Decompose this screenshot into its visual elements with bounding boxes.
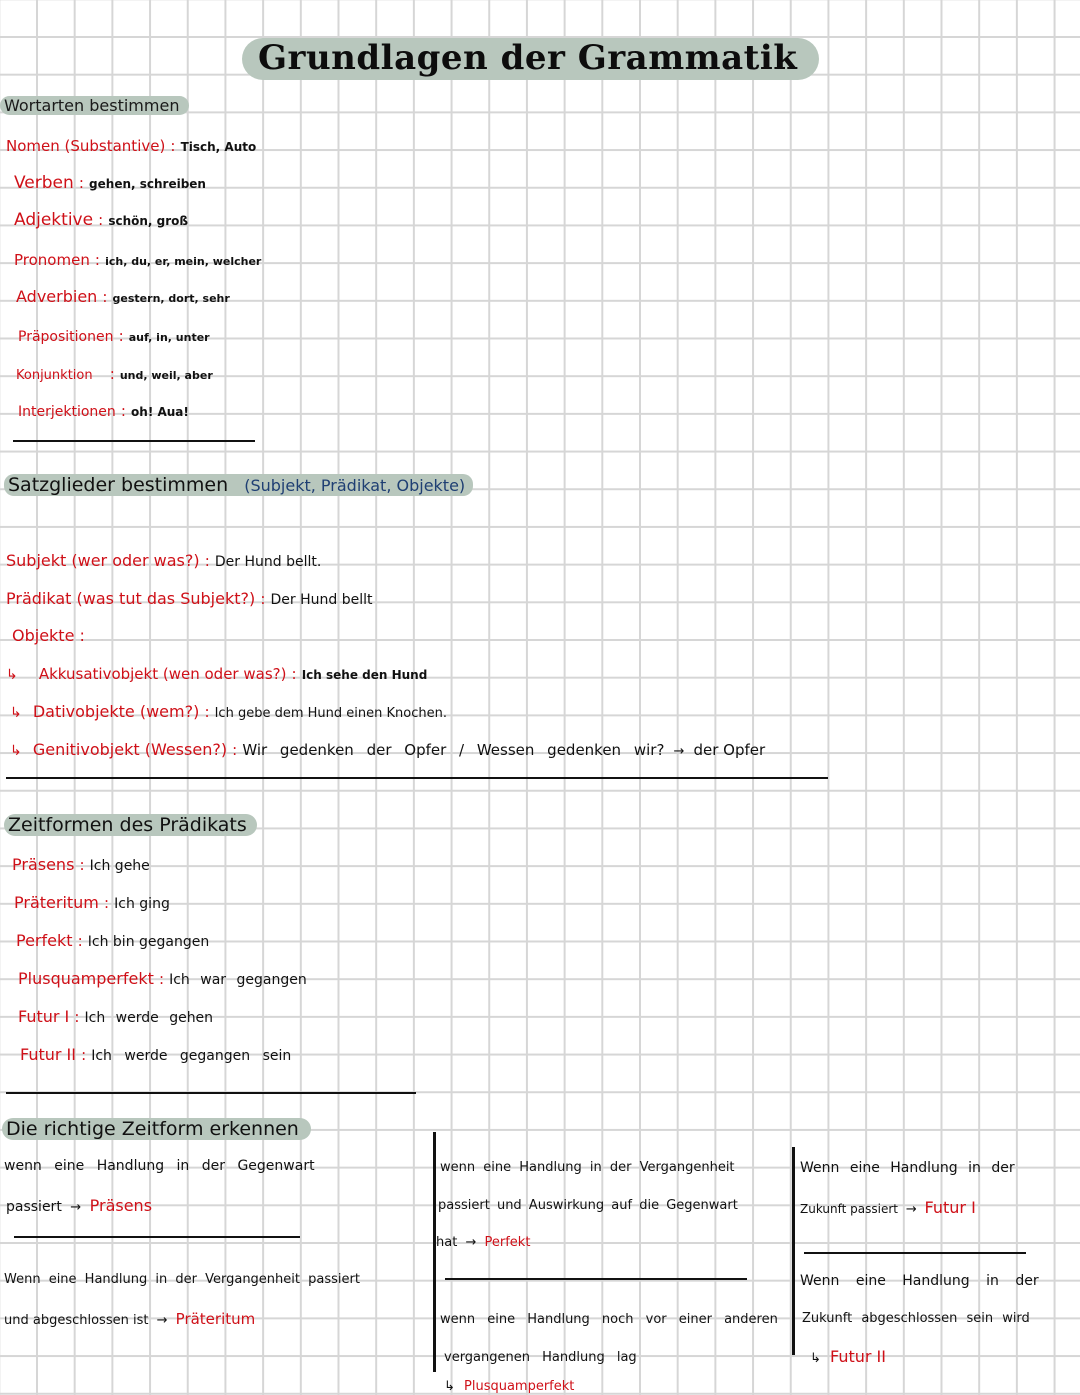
wortart-examples: ich, du, er, mein, welcher	[105, 255, 262, 268]
hook-arrow-icon: ↳	[6, 667, 18, 683]
tense-result: Plusquamperfekt	[464, 1379, 575, 1394]
rule-text: wenn eine Handlung in der Vergangenheit	[440, 1160, 735, 1175]
arrow-right-icon: →	[673, 744, 685, 759]
wortart-item: Verben : gehen, schreiben	[14, 173, 206, 193]
wortart-item: Präpositionen : auf, in, unter	[18, 327, 210, 345]
divider	[6, 777, 828, 779]
wortart-label: Präpositionen	[18, 329, 114, 345]
tense-result: Futur II	[830, 1347, 886, 1366]
satzglied-praedikat: Prädikat (was tut das Subjekt?) : Der Hund bellt	[6, 589, 373, 608]
hook-arrow-icon: ↳	[10, 705, 22, 721]
zeitform-item: Futur II : Ich werde gegangen sein	[20, 1045, 292, 1064]
section-heading-satzglieder: Satzglieder bestimmen (Subjekt, Prädikat, Objekte)	[4, 474, 473, 496]
section-heading-erkennen: Die richtige Zeitform erkennen	[2, 1118, 311, 1140]
wortart-item: Konjunktion : und, weil, aber	[16, 365, 213, 383]
arrow-right-icon: →	[465, 1235, 477, 1250]
hook-arrow-icon: ↳	[444, 1379, 455, 1394]
rule-result	[810, 1347, 886, 1366]
rule-text: wenn eine Handlung noch vor einer anderen	[440, 1312, 778, 1327]
rule-text: wenn eine Handlung in der Gegenwart	[4, 1158, 315, 1174]
objekte-label: Objekte :	[12, 626, 85, 645]
rule-text: und abgeschlossen ist → Präteritum	[4, 1310, 256, 1328]
hook-arrow-icon: ↳	[810, 1351, 821, 1366]
divider	[13, 440, 255, 442]
objekt-item: ↳ Dativobjekte (wem?) : Ich gebe dem Hund einen Knochen.	[10, 702, 447, 721]
divider	[14, 1236, 300, 1238]
wortart-examples: auf, in, unter	[128, 331, 210, 344]
tense-result: Futur I	[924, 1198, 976, 1217]
rule-text: hat → Perfekt	[436, 1235, 531, 1250]
hook-arrow-icon: ↳	[10, 743, 22, 759]
rule-text: Wenn eine Handlung in der	[800, 1160, 1015, 1176]
objekt-item: ↳ Akkusativobjekt (wen oder was?) : Ich sehe den Hund	[6, 665, 428, 683]
wortart-examples: Tisch, Auto	[180, 140, 257, 154]
wortart-item: Interjektionen : oh! Aua!	[18, 402, 189, 420]
wortart-label: Verben	[14, 173, 74, 193]
rule-text: passiert → Präsens	[6, 1196, 153, 1215]
objekt-item: ↳ Genitivobjekt (Wessen?) : Wir gedenken der Opfer / Wessen gedenken wir? → der Opfer	[10, 740, 766, 759]
rule-text: Wenn eine Handlung in der	[800, 1273, 1039, 1289]
wortart-item: Adverbien : gestern, dort, sehr	[16, 287, 230, 306]
zeitform-item: Präsens : Ich gehe	[12, 855, 150, 874]
wortart-label: Nomen (Substantive)	[6, 137, 166, 155]
wortart-item: Nomen (Substantive) : Tisch, Auto	[6, 137, 257, 155]
wortart-item: Pronomen : ich, du, er, mein, welcher	[14, 251, 262, 269]
tense-result: Präsens	[89, 1196, 153, 1215]
rule-text: Zukunft abgeschlossen sein wird	[802, 1311, 1030, 1326]
zeitform-item: Futur I : Ich werde gehen	[18, 1007, 214, 1026]
zeitform-item: Perfekt : Ich bin gegangen	[16, 931, 210, 950]
wortart-item: Adjektive : schön, groß	[14, 210, 189, 230]
divider	[445, 1278, 747, 1280]
wortart-examples: und, weil, aber	[119, 369, 213, 382]
divider	[6, 1092, 416, 1094]
wortart-examples: gestern, dort, sehr	[112, 292, 230, 305]
wortart-label: Adjektive	[14, 210, 94, 230]
wortart-examples: oh! Aua!	[131, 405, 189, 419]
wortart-label: Interjektionen	[18, 404, 116, 420]
wortart-examples: schön, groß	[108, 214, 189, 228]
satzglied-subjekt: Subjekt (wer oder was?) : Der Hund bellt.	[6, 551, 322, 570]
heading-note: (Subjekt, Prädikat, Objekte)	[244, 476, 466, 495]
wortart-label: Adverbien	[16, 287, 98, 306]
rule-text: vergangenen Handlung lag	[444, 1350, 637, 1365]
rule-text: passiert und Auswirkung auf die Gegenwart	[438, 1198, 738, 1213]
section-heading-wortarten: Wortarten bestimmen	[0, 96, 189, 115]
arrow-right-icon: →	[156, 1313, 168, 1328]
wortart-label: Konjunktion	[16, 368, 93, 383]
divider	[804, 1252, 1026, 1254]
tense-result: Präteritum	[175, 1310, 256, 1328]
rule-result	[444, 1375, 574, 1394]
arrow-right-icon: →	[70, 1200, 82, 1215]
wortart-label: Pronomen	[14, 251, 90, 269]
wortart-examples: gehen, schreiben	[89, 177, 206, 191]
tense-result: Perfekt	[484, 1235, 531, 1250]
rule-text: Wenn eine Handlung in der Vergangenheit passiert	[4, 1272, 360, 1287]
zeitform-item: Plusquamperfekt : Ich war gegangen	[18, 969, 307, 988]
column-divider	[433, 1132, 436, 1372]
zeitform-item: Präteritum : Ich ging	[14, 893, 170, 912]
rule-text: Zukunft passiert → Futur I	[800, 1198, 976, 1217]
column-divider	[792, 1147, 795, 1355]
section-heading-zeitformen: Zeitformen des Prädikats	[4, 814, 257, 836]
arrow-right-icon: →	[905, 1202, 917, 1217]
page-title: Grundlagen der Grammatik	[242, 38, 819, 80]
